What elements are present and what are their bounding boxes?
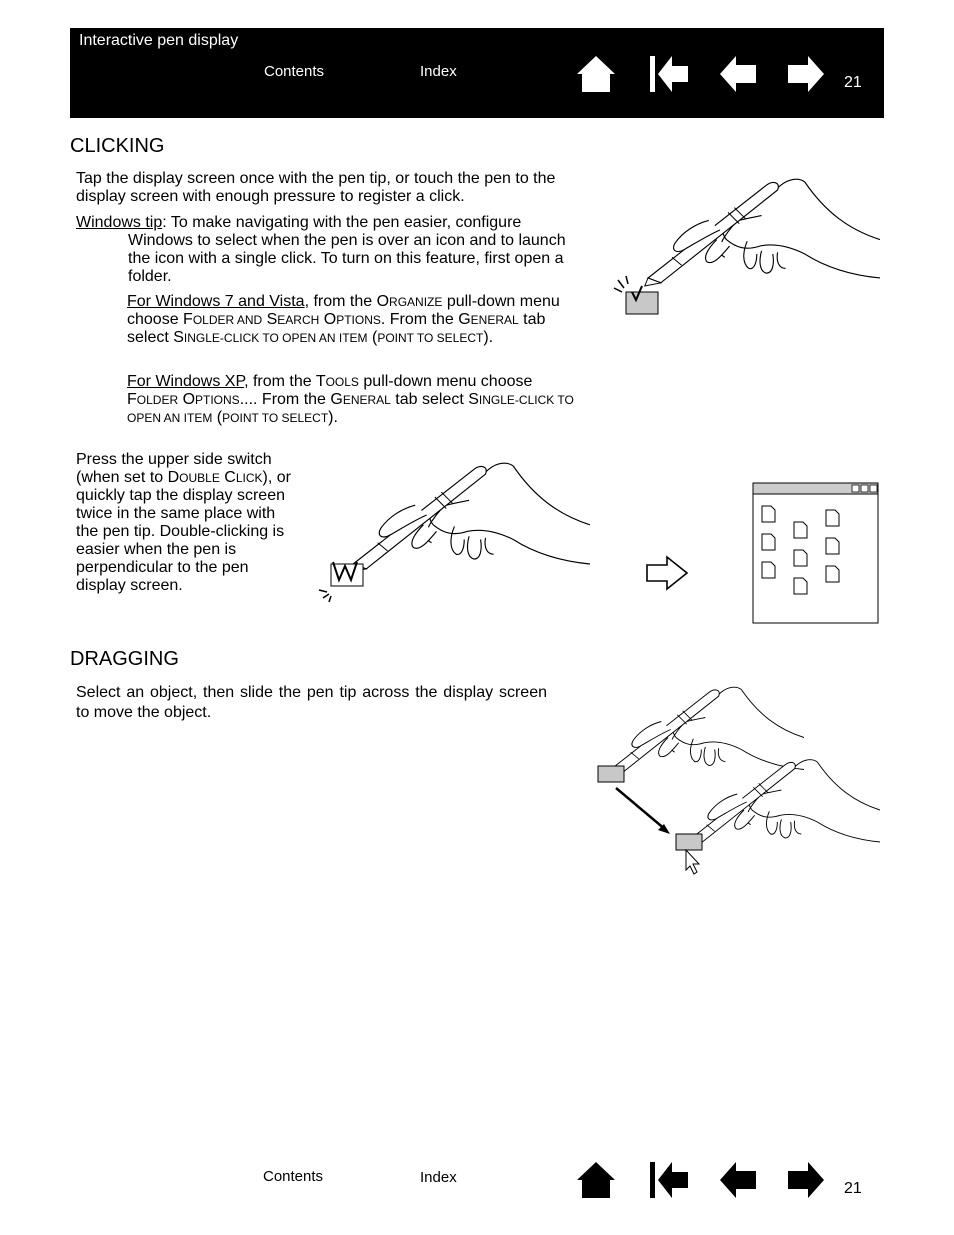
page-number: 21	[844, 74, 862, 91]
dc-t1: Press the upper side switch (when set to D	[76, 451, 272, 486]
w7-t7: (	[367, 329, 378, 346]
w7-s1: RGANIZE	[389, 295, 443, 309]
clicking-intro: Tap the display screen once with the pen tip, or touch the pen to the display screen with enough pressure to register a click.	[76, 170, 556, 205]
windowsxp-link[interactable]: For Windows XP	[127, 373, 245, 390]
close-icon	[870, 485, 877, 492]
windows-tip	[76, 214, 576, 286]
next-page-button[interactable]	[784, 54, 826, 94]
page-header	[70, 28, 884, 118]
home-icon	[575, 1160, 617, 1200]
footer-home-button[interactable]	[575, 1160, 617, 1200]
dc-s1: OUBLE	[179, 471, 220, 485]
folder-end-icon	[676, 834, 702, 850]
minimize-icon	[852, 485, 859, 492]
pen-hand-start	[608, 687, 804, 776]
w7-t4: O	[319, 311, 337, 328]
double-click-description	[76, 451, 298, 595]
dragging-description: Select an object, then slide the pen tip across the display screen to move the object.	[76, 684, 547, 721]
w7-s5: ENERAL	[470, 313, 519, 327]
w7-s4: PTIONS	[336, 313, 381, 327]
xp-s3: PTIONS	[195, 393, 240, 407]
previous-page-icon	[718, 54, 760, 94]
contents-link[interactable]: Contents	[264, 63, 325, 80]
w7-s3: EARCH	[277, 313, 320, 327]
w7-t1: , from the O	[304, 293, 390, 310]
double-click-illustration	[315, 450, 595, 605]
w7-s7: POINT TO SELECT	[377, 331, 484, 345]
next-page-icon	[784, 1160, 826, 1200]
footer-page-number: 21	[844, 1180, 862, 1197]
previous-page-button[interactable]	[718, 54, 760, 94]
windows7-link[interactable]: For Windows 7 and Vista	[127, 293, 305, 310]
xp-s1: OOLS	[325, 375, 359, 389]
maximize-icon	[861, 485, 868, 492]
xp-t6: (	[212, 409, 223, 426]
cursor-icon	[686, 850, 699, 874]
first-page-icon	[648, 1160, 690, 1200]
w7-s2: OLDER AND	[192, 313, 263, 327]
footer-next-page-button[interactable]	[784, 1160, 826, 1200]
xp-s5: INGLE-CLICK TO OPEN AN ITEM	[127, 393, 574, 425]
xp-t5: tab select S	[390, 391, 479, 408]
dc-t3: ), or quickly tap the display screen twice in the same place with the pen tip. Double-clicking is easier when the pen is perpendicular to the pen display screen.	[76, 469, 291, 594]
next-page-icon	[784, 54, 826, 94]
windows-tip-text: : To make navigating with the pen easier, configure Windows to select when the pen is over an icon and to launch the icon with a single click. To turn on this feature, first open a folder.	[128, 214, 566, 285]
dc-s2: LICK	[235, 471, 263, 485]
first-page-icon	[648, 54, 690, 94]
windowsxp-instructions	[127, 373, 575, 427]
xp-t7: ).	[328, 409, 338, 426]
previous-page-icon	[718, 1160, 760, 1200]
first-page-button[interactable]	[648, 54, 690, 94]
right-arrow-icon	[645, 555, 689, 591]
pen-hand-image	[645, 179, 880, 286]
open-folder-window	[752, 482, 880, 626]
dragging-heading: DRAGGING	[70, 648, 179, 670]
xp-s4: ENERAL	[342, 393, 391, 407]
single-click-illustration	[610, 170, 880, 320]
home-button[interactable]	[575, 54, 617, 94]
footer-index-link[interactable]: Index	[420, 1169, 457, 1186]
xp-t1: , from the T	[244, 373, 326, 390]
footer-previous-page-button[interactable]	[718, 1160, 760, 1200]
index-link[interactable]: Index	[420, 63, 457, 80]
w7-t8: ).	[483, 329, 494, 346]
folder-start-icon	[598, 766, 624, 782]
page-footer	[0, 1150, 954, 1210]
xp-s2: OLDER	[136, 393, 179, 407]
w7-t6: tab select S	[127, 311, 546, 346]
xp-s6: POINT TO SELECT	[222, 411, 329, 425]
dragging-illustration	[592, 682, 882, 877]
w7-t3: S	[262, 311, 278, 328]
drag-arrow-icon	[616, 788, 666, 830]
document-title: Interactive pen display	[79, 32, 239, 49]
xp-t3: O	[178, 391, 196, 408]
w7-t2: pull-down menu choose F	[127, 293, 560, 328]
pen-hand-end	[684, 760, 880, 849]
xp-t2: pull-down menu choose F	[127, 373, 533, 408]
folder-icon	[626, 292, 658, 314]
windows7-instructions	[127, 293, 575, 347]
w7-s6: INGLE-CLICK TO OPEN AN ITEM	[183, 331, 368, 345]
pen-hand-image-2	[350, 463, 590, 572]
dc-t2: C	[219, 469, 236, 486]
w7-t5: . From the G	[380, 311, 471, 328]
xp-t4: .... From the G	[239, 391, 343, 408]
footer-first-page-button[interactable]	[648, 1160, 690, 1200]
windows-tip-label: Windows tip	[76, 214, 163, 231]
home-icon	[575, 54, 617, 94]
footer-contents-link[interactable]: Contents	[263, 1168, 324, 1185]
clicking-heading: CLICKING	[70, 135, 165, 157]
